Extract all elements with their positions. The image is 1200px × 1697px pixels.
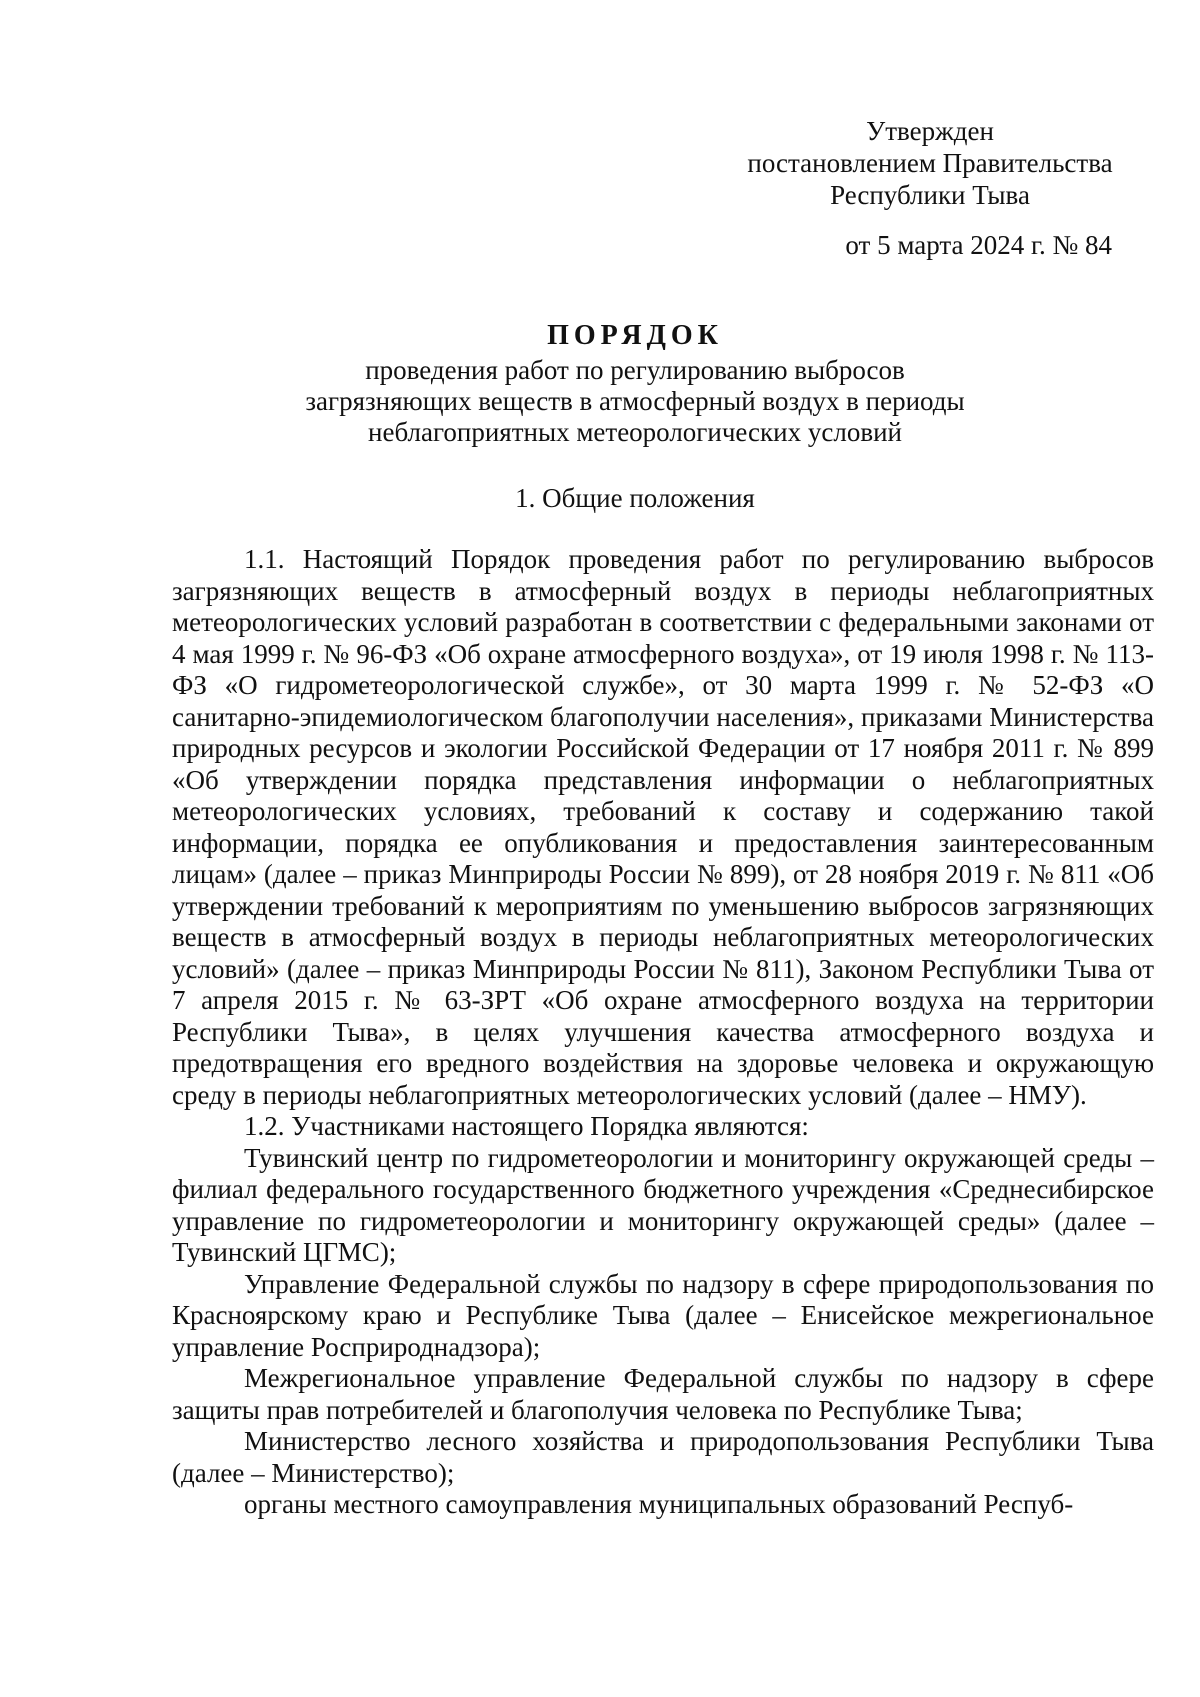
document-title-block [170, 320, 1100, 448]
paragraph-participant-tuva-cgms: Тувинский центр по гидрометеорологии и мониторингу окружающей среды – филиал федерального государственного бюджетного учреждения «Среднесибирское управление по гидрометеорологии и мониторингу окружающей среды» (далее – Тувинский ЦГМС); [172, 1142, 1154, 1267]
paragraph-1-1: 1.1. Настоящий Порядок проведения работ по регулированию выбросов загрязняющих веществ в атмосферный воздух в периоды неблагоприятных метеорологических условий разработан в соответствии с федеральными законами от 4 мая 1999 г. № 96-ФЗ «Об охране атмосферного воздуха», от 19 июля 1998 г. № 113-ФЗ «О гидрометеорологической службе», от 30 марта 1999 г. № 52-ФЗ «О санитарно-эпидемиологическом благополучии населения», приказами Министерства природных ресурсов и экологии Российской Федерации от 17 ноября 2011 г. № 899 «Об утверждении порядка представления информации о неблагоприятных метеорологических условиях, требований к составу и содержанию такой информации, порядка ее опубликования и предоставления заинтересованным лицам» (далее – приказ Минприроды России № 899), от 28 ноября 2019 г. № 811 «Об утверждении требований к мероприятиям по уменьшению выбросов загрязняющих веществ в атмосферный воздух в периоды неблагоприятных метеорологических условий» (далее – приказ Минприроды России № 811), Законом Республики Тыва от 7 апреля 2015 г. № 63-ЗРТ «Об охране атмосферного воздуха на территории Республики Тыва», в целях улучшения качества атмосферного воздуха и предотвращения его вредного воздействия на здоровье человека и окружающую среду в периоды неблагоприятных метеорологических условий (далее – НМУ). [172, 544, 1154, 1110]
section-heading: 1. Общие положения [515, 483, 755, 513]
approval-line-3: Республики Тыва [830, 180, 1030, 210]
document-subtitle-line-3: неблагоприятных метеорологических условий [368, 417, 902, 447]
approval-stamp [740, 115, 1120, 261]
paragraph-participant-rosprirodnadzor: Управление Федеральной службы по надзору в сфере природопользования по Красноярскому краю и Республике Тыва (далее – Енисейское межрегиональное управление Росприроднадзора); [172, 1268, 1154, 1362]
document-title: ПОРЯДОК [547, 320, 723, 351]
approval-line-1: Утвержден [866, 116, 994, 146]
body-text [172, 544, 1154, 1521]
paragraph-participant-ministry: Министерство лесного хозяйства и природопользования Республики Тыва (далее – Министерство); [172, 1426, 1154, 1488]
document-subtitle-line-1: проведения работ по регулированию выбросов [365, 355, 905, 385]
paragraph-1-2: 1.2. Участниками настоящего Порядка являются: [244, 1111, 809, 1141]
approval-line-2: постановлением Правительства [747, 148, 1113, 178]
paragraph-participant-rospotrebnadzor: Межрегиональное управление Федеральной службы по надзору в сфере защиты прав потребителей и благополучия человека по Республике Тыва; [172, 1363, 1154, 1425]
paragraph-participant-local-government: органы местного самоуправления муниципальных образований Респуб- [244, 1489, 1074, 1519]
approval-date: от 5 марта 2024 г. № 84 [845, 230, 1112, 260]
document-subtitle-line-2: загрязняющих веществ в атмосферный воздух в периоды [305, 386, 965, 416]
